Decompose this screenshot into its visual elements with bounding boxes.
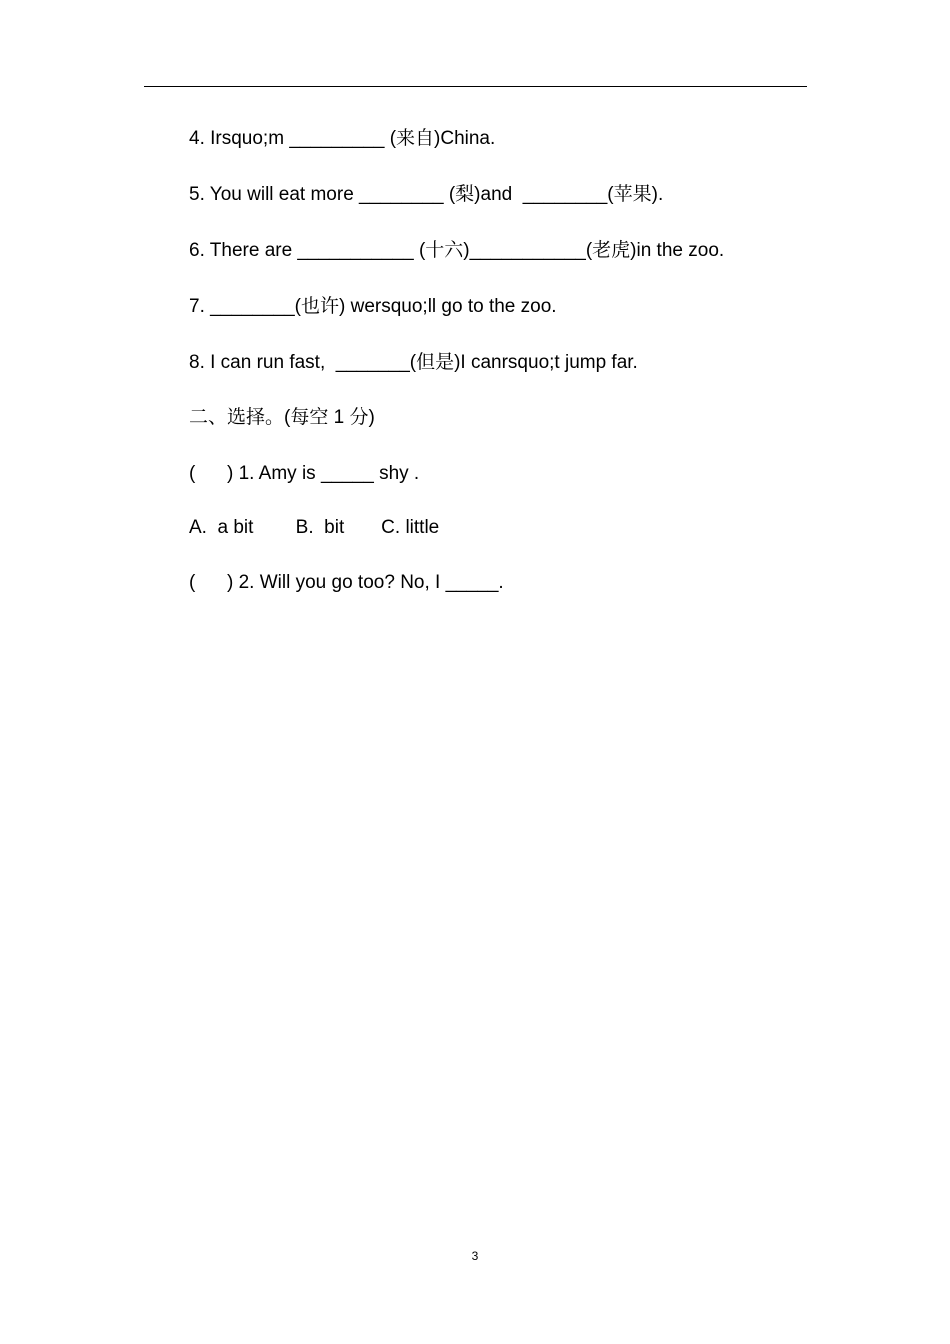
question-4: 4. Irsquo;m _________ (来自)China.	[189, 128, 496, 149]
choice-question-2: ( ) 2. Will you go too? No, I _____.	[189, 572, 504, 593]
question-7: 7. ________(也许) wersquo;ll go to the zoo.	[189, 296, 557, 317]
header-rule	[144, 86, 807, 87]
question-5: 5. You will eat more ________ (梨)and ________(苹果).	[189, 184, 664, 205]
choice-question-1-options: A. a bit B. bit C. little	[189, 517, 440, 538]
question-6: 6. There are ___________ (十六)___________(老虎)in the zoo.	[189, 240, 725, 261]
section-heading-choice: 二、选择。(每空 1 分)	[189, 407, 375, 428]
choice-question-1: ( ) 1. Amy is _____ shy .	[189, 463, 420, 484]
page-number: 3	[471, 1249, 479, 1263]
question-8: 8. I can run fast, _______(但是)I canrsquo;t jump far.	[189, 352, 638, 373]
